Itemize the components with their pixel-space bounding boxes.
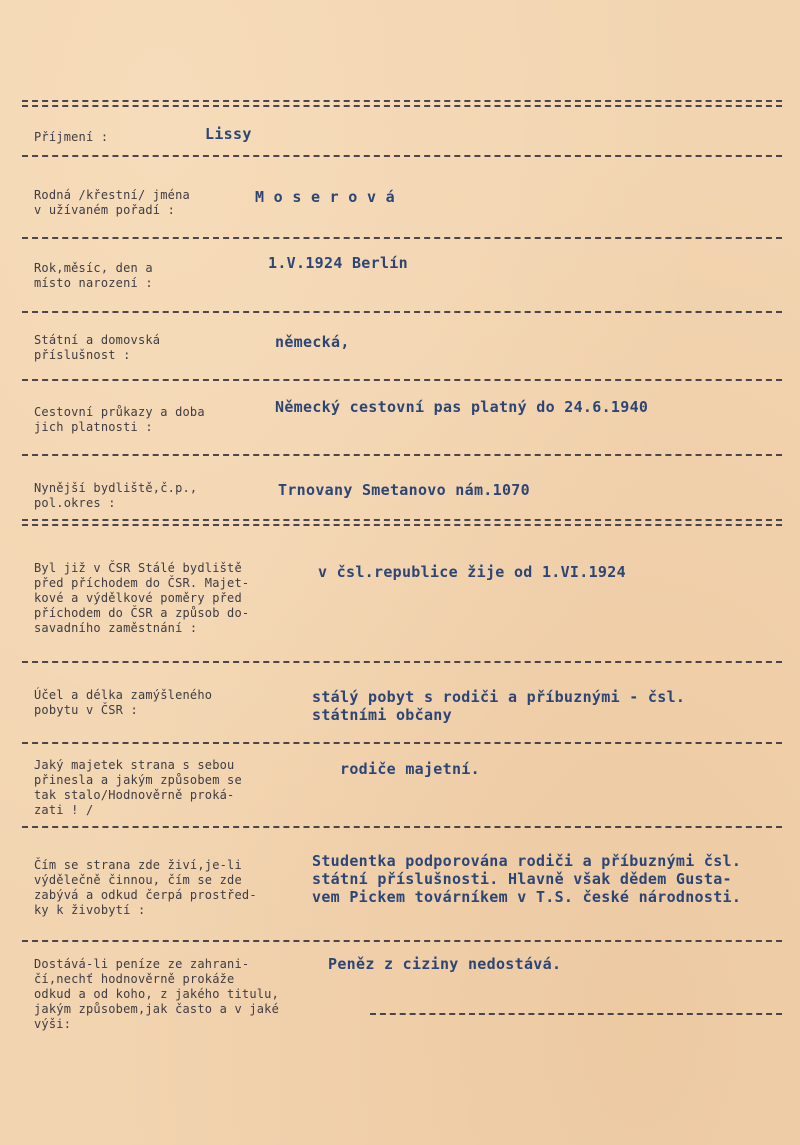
residence-label: Nynější bydliště,č.p., pol.okres : [34, 481, 198, 510]
history-label: Byl již v ČSR Stálé bydliště před příchodem do ČSR. Majet- kové a výdělkové poměry před příchodem do ČSR a způsob do- savadního zaměstnání : [34, 561, 250, 635]
row-divider [22, 155, 782, 157]
birth-value: 1.V.1924 Berlín [268, 254, 408, 272]
property-label: Jaký majetek strana s sebou přinesla a jakým způsobem se tak stalo/Hodnověrně proká- zati ! / [34, 758, 242, 817]
foreign-money-label: Dostává-li peníze ze zahrani- čí,nechť hodnověrně prokáže odkud a od koho, z jakého titulu, jakým způsobem,jak často a v jaké výši: [34, 957, 280, 1031]
nationality-value: německá, [275, 333, 350, 351]
row-divider [22, 519, 782, 521]
stay-purpose-label: Účel a délka zamýšleného pobytu v ČSR : [34, 688, 213, 717]
property-value: rodiče majetní. [340, 760, 480, 778]
livelihood-value: Studentka podporována rodiči a příbuznými čsl. státní příslušnosti. Hlavně však dědem Gusta- vem Pickem továrníkem v T.S. české národnosti. [312, 852, 742, 906]
livelihood-label: Čím se strana zde živí,je-li výdělečně činnou, čím se zde zabývá a odkud čerpá prostřed- ky k živobytí : [34, 858, 257, 917]
foreign-money-value: Peněz z ciziny nedostává. [328, 955, 562, 973]
row-divider [22, 454, 782, 456]
given-names-label: Rodná /křestní/ jména v užívaném pořadí : [34, 188, 190, 217]
given-names-value: M o s e r o v á [255, 188, 395, 206]
row-divider [22, 379, 782, 381]
row-divider [22, 311, 782, 313]
row-divider [22, 742, 782, 744]
passport-value: Německý cestovní pas platný do 24.6.1940 [275, 398, 649, 416]
row-divider [22, 661, 782, 663]
birth-label: Rok,měsíc, den a místo narození : [34, 261, 153, 290]
surname-label: Příjmení : [34, 130, 109, 144]
passport-label: Cestovní průkazy a doba jich platnosti : [34, 405, 205, 434]
stay-purpose-value: stálý pobyt s rodiči a příbuznými - čsl. státními občany [312, 688, 686, 724]
row-divider [22, 237, 782, 239]
row-divider [370, 1013, 782, 1015]
row-divider [22, 826, 782, 828]
nationality-label: Státní a domovská příslušnost : [34, 333, 161, 362]
top-divider [22, 100, 782, 102]
residence-value: Trnovany Smetanovo nám.1070 [278, 481, 530, 499]
history-value: v čsl.republice žije od 1.VI.1924 [318, 563, 626, 581]
surname-value: Lissy [205, 125, 252, 143]
row-divider [22, 940, 782, 942]
